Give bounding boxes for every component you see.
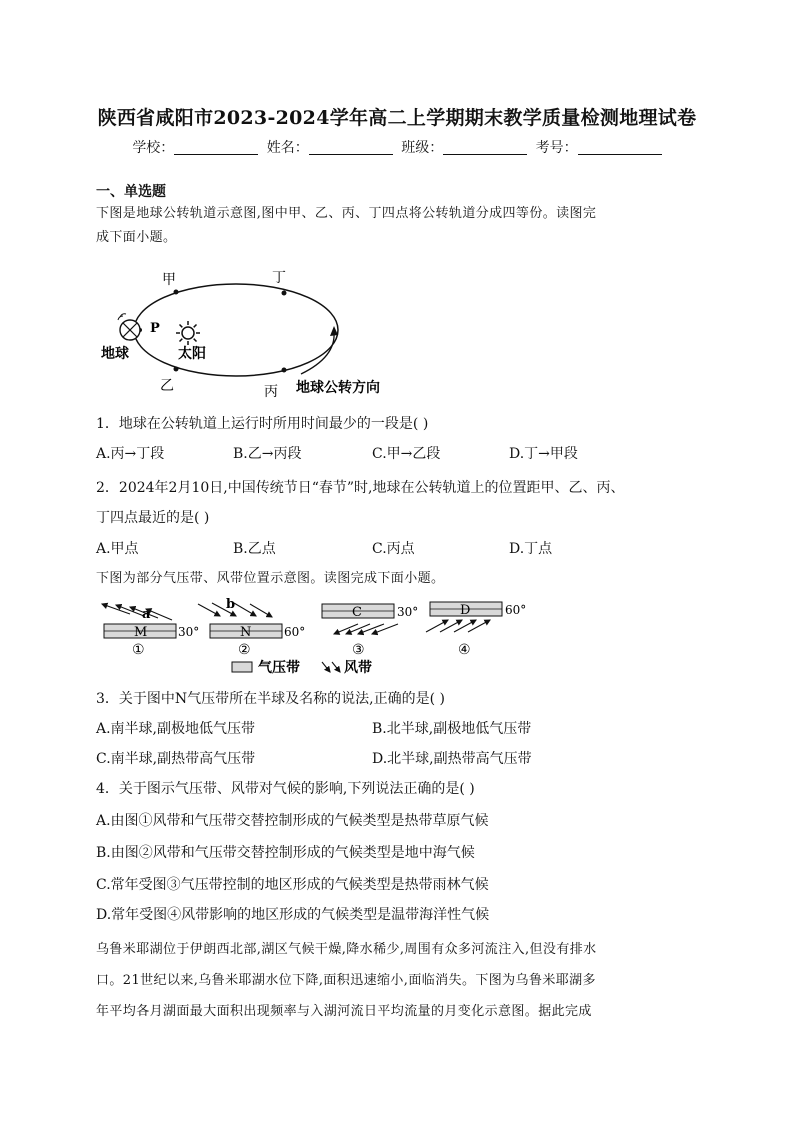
label-direction: 地球公转方向 (296, 380, 380, 396)
school-field[interactable]: 学校： (132, 137, 258, 157)
intro-urmia-lake: 乌鲁米耶湖位于伊朗西北部,湖区气候干燥,降水稀少,周围有众多河流注入,但没有排水 口。21世纪以来,乌鲁米耶湖水位下降,面积迅速缩小,面临消失。下图为乌鲁米耶湖多 年平均各月湖面最大面积出现频率与入湖河流日平均流量的月变化示意图。据此完成 (96, 942, 597, 1019)
q1-option-a[interactable]: A.丙→丁段 (96, 446, 165, 462)
q1-option-c[interactable]: C.甲→乙段 (372, 446, 441, 462)
legend (232, 659, 372, 676)
question-2-line1: 2．2024年2月10日,中国传统节日“春节”时,地球在公转轨道上的位置距甲、乙、丙、 (96, 480, 625, 496)
direction-arrowhead-icon (330, 326, 338, 336)
q2-option-c[interactable]: C.丙点 (372, 541, 415, 557)
pressure-wind-diagram (96, 596, 536, 680)
point-bing (282, 368, 287, 373)
orbit-diagram (96, 262, 416, 402)
earth-icon (118, 314, 140, 340)
school-blank[interactable] (174, 140, 258, 155)
label-earth: 地球 (101, 346, 129, 362)
q1-option-b[interactable]: B.乙→丙段 (233, 446, 302, 462)
question-3: 3．关于图中N气压带所在半球及名称的说法,正确的是( ) (96, 691, 445, 707)
panel-number-4: ④ (458, 642, 471, 658)
q2-option-b[interactable]: B.乙点 (233, 541, 276, 557)
belt-label-m: M (134, 625, 148, 640)
exam-number-field[interactable]: 考号： (536, 137, 662, 157)
q4-option-b[interactable]: B.由图②风带和气压带交替控制形成的气候类型是地中海气候 (96, 845, 475, 861)
legend-wind-label: 风带 (344, 660, 372, 676)
intro-orbit: 下图是地球公转轨道示意图,图中甲、乙、丙、丁四点将公转轨道分成四等份。读图完 成下面小题。 (96, 206, 597, 245)
belt-label-c: C (352, 605, 362, 620)
q3-option-c[interactable]: C.南半球,副热带高气压带 (96, 751, 256, 767)
name-field[interactable]: 姓名： (267, 137, 393, 157)
q3-option-d[interactable]: D.北半球,副热带高气压带 (372, 751, 532, 767)
label-bing: 丙 (264, 384, 278, 400)
panel-number-3: ③ (352, 642, 365, 658)
student-info-row (0, 137, 794, 157)
legend-pressure-swatch (232, 662, 252, 672)
class-blank[interactable] (443, 140, 527, 155)
panel-number-2: ② (238, 642, 251, 658)
panel-3 (322, 604, 418, 658)
intro-pressure-belts: 下图为部分气压带、风带位置示意图。读图完成下面小题。 (96, 571, 445, 586)
q2-option-d[interactable]: D.丁点 (509, 541, 553, 557)
wind-label-a: a (142, 607, 151, 622)
panel-2 (198, 597, 305, 658)
exam-number-blank[interactable] (578, 140, 662, 155)
q3-option-a[interactable]: A.南半球,副极地低气压带 (96, 721, 256, 737)
legend-pressure-label: 气压带 (258, 660, 300, 676)
q4-option-a[interactable]: A.由图①风带和气压带交替控制形成的气候类型是热带草原气候 (96, 813, 489, 829)
lat-label-4: 60° (505, 603, 527, 617)
name-blank[interactable] (309, 140, 393, 155)
label-ding: 丁 (272, 270, 286, 286)
q3-option-b[interactable]: B.北半球,副极地低气压带 (372, 721, 532, 737)
q4-option-d[interactable]: D.常年受图④风带影响的地区形成的气候类型是温带海洋性气候 (96, 907, 490, 923)
orbit-ellipse (134, 284, 338, 376)
label-yi: 乙 (160, 378, 174, 394)
label-jia: 甲 (162, 272, 176, 288)
page-title: 陕西省咸阳市2023-2024学年高二上学期期末教学质量检测地理试卷 (97, 107, 697, 129)
question-2-line2: 丁四点最近的是( ) (96, 510, 210, 526)
label-p: P (150, 321, 160, 336)
label-sun: 太阳 (178, 346, 206, 362)
q4-option-c[interactable]: C.常年受图③气压带控制的地区形成的气候类型是热带雨林气候 (96, 877, 489, 893)
class-field[interactable]: 班级： (401, 137, 527, 157)
panel-4 (426, 602, 526, 658)
lat-label-2: 60° (284, 625, 306, 639)
q2-option-a[interactable]: A.甲点 (96, 541, 139, 557)
lat-label-3: 30° (397, 605, 419, 619)
panel-1 (102, 604, 199, 658)
panel-number-1: ① (132, 642, 145, 658)
sun-icon (176, 321, 200, 345)
belt-label-n: N (240, 625, 252, 640)
section-title: 一、单选题 (96, 184, 166, 200)
point-yi (174, 367, 179, 372)
lat-label-1: 30° (178, 625, 200, 639)
question-1: 1．地球在公转轨道上运行时所用时间最少的一段是( ) (96, 416, 429, 432)
legend-wind-arrow-icon (322, 662, 330, 672)
q1-option-d[interactable]: D.丁→甲段 (509, 446, 578, 462)
belt-label-d: D (460, 603, 471, 618)
point-jia (174, 290, 179, 295)
point-ding (282, 291, 287, 296)
direction-arrow-icon (301, 332, 334, 374)
wind-label-b: b (226, 597, 236, 612)
question-4: 4．关于图示气压带、风带对气候的影响,下列说法正确的是( ) (96, 781, 475, 797)
